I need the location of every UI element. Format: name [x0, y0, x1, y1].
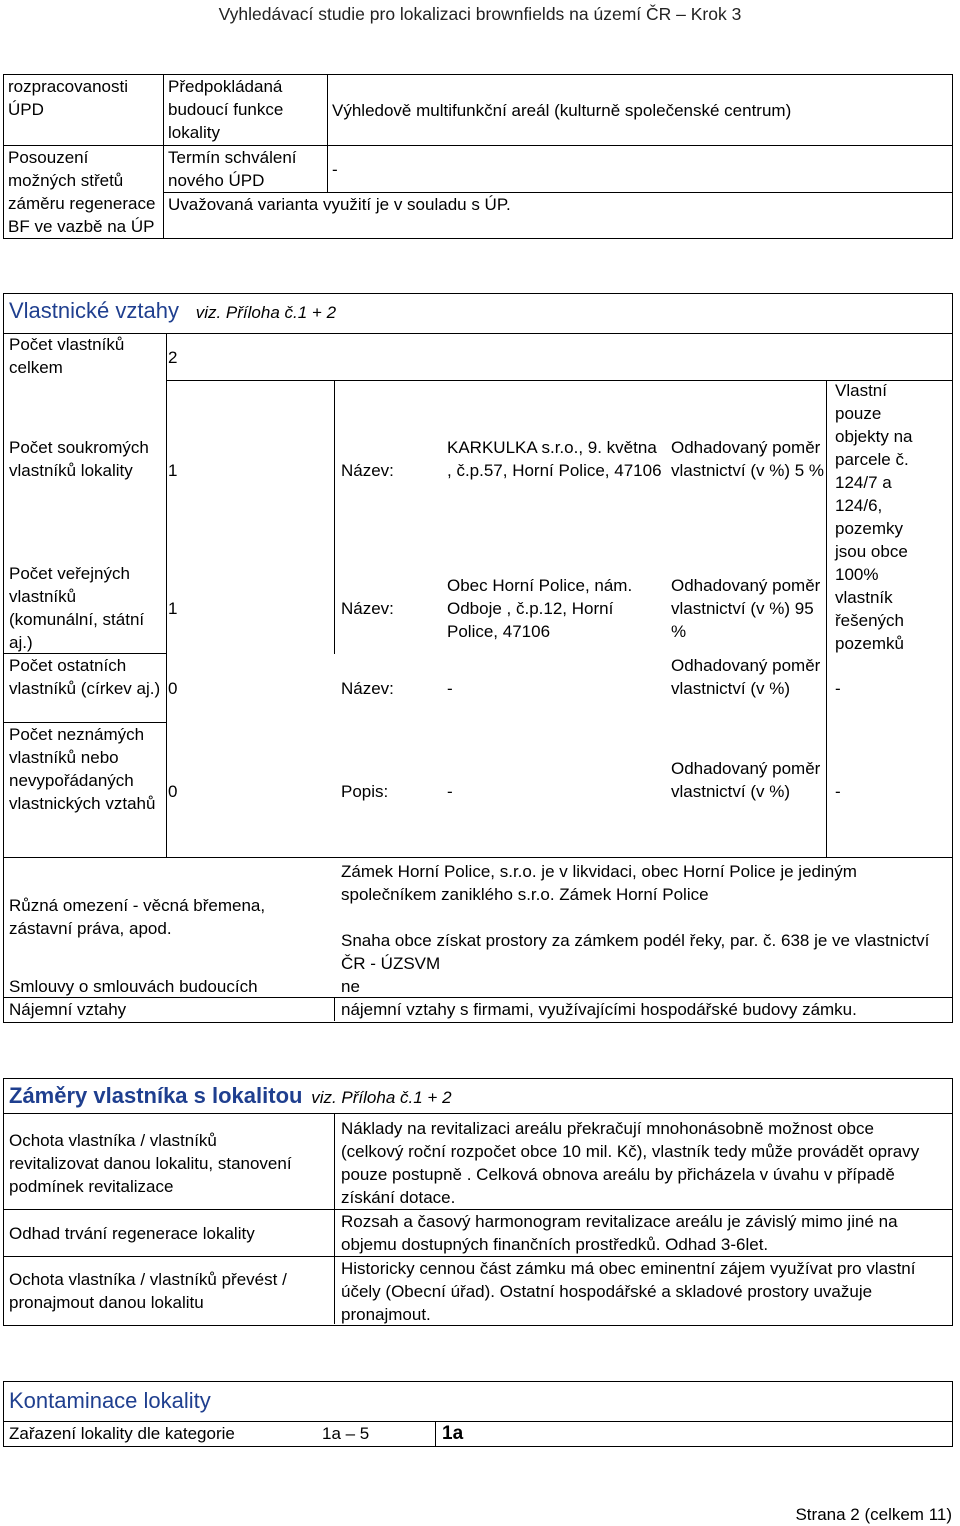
page-footer: Strana 2 (celkem 11): [795, 1505, 952, 1524]
unknown-owner-note: -: [835, 782, 841, 801]
regeneration-duration-label: Odhad trvání regenerace lokality: [9, 1224, 255, 1243]
contamination-range: 1a – 5: [322, 1424, 370, 1443]
unknown-desc: -: [447, 782, 453, 801]
unknown-owner-share: Odhadovaný poměr vlastnictví (v %): [671, 759, 821, 801]
intentions-ref: viz. Příloha č.1 + 2: [311, 1088, 452, 1107]
contamination-title: Kontaminace lokality: [9, 1388, 211, 1413]
conformity-value: Uvažovaná varianta využití je v souladu s ÚP.: [164, 193, 953, 239]
future-function-value: Výhledově multifunkční areál (kulturně společenské centrum): [328, 75, 953, 146]
ownership-ref: viz. Příloha č.1 + 2: [195, 303, 337, 322]
public-owner-share: Odhadovaný poměr vlastnictví (v %) 95 %: [671, 576, 821, 641]
private-owners-label: Počet soukromých vlastníků lokality: [9, 438, 149, 480]
ownership-note: Vlastní pouze objekty na parcele č. 124/7 a 124/6, pozemky jsou obce 100% vlastník řešených pozemků: [835, 381, 913, 653]
ownership-heading: [9, 296, 336, 326]
other-owners-label: Počet ostatních vlastníků (církev aj.): [9, 656, 161, 698]
lease-value: nájemní vztahy s firmami, využívajícími hospodářské budovy zámku.: [341, 1000, 857, 1019]
unknown-owners-label: Počet neznámých vlastníků nebo nevypořádaných vlastnických vztahů: [9, 725, 156, 813]
transfer-lease-value: Historicky cennou část zámku má obec eminentní zájem využívat pro vlastní účely (Obecní úřad). Ostatní hospodářské a skladové prostory uvažuje pronajmout.: [341, 1259, 916, 1324]
public-owners-count: 1: [168, 599, 178, 618]
willingness-revitalize-label: Ochota vlastníka / vlastníků revitalizovat danou lokalitu, stanovení podmínek revitalizace: [9, 1131, 292, 1196]
other-owners-count: 0: [168, 679, 178, 698]
page-header: Vyhledávací studie pro lokalizaci brownfields na území ČR – Krok 3: [218, 4, 742, 24]
approval-date-value: -: [328, 146, 953, 193]
other-name-label: Název:: [341, 679, 394, 698]
conflicts-label: Posouzení možných střetů záměru regenerace BF ve vazbě na ÚP: [4, 146, 164, 239]
total-owners-value: 2: [168, 348, 178, 367]
private-name-label: Název:: [341, 461, 394, 480]
unknown-owners-count: 0: [168, 782, 178, 801]
contracts-value: ne: [341, 977, 360, 996]
ownership-title: Vlastnické vztahy: [9, 298, 179, 323]
willingness-revitalize-value: Náklady na revitalizaci areálu překračují mnohonásobně možnost obce (celkový roční rozpočet obce 10 mil. Kč), vlastník tedy může provádět opravy pouze postupně . Celková obnova areálu by přicházela v úvahu v případě získání dotace.: [341, 1119, 920, 1207]
contamination-label: Zařazení lokality dle kategorie: [9, 1424, 235, 1443]
transfer-lease-label: Ochota vlastníka / vlastníků převést / pronajmout danou lokalitu: [9, 1270, 287, 1312]
unknown-desc-label: Popis:: [341, 782, 389, 801]
restrictions-value-2: Snaha obce získat prostory za zámkem podél řeky, par. č. 638 je ve vlastnictví ČR - ÚZSVM: [341, 931, 930, 973]
other-owner-name: -: [447, 679, 453, 698]
public-owner-name: Obec Horní Police, nám. Odboje , č.p.12, Horní Police, 47106: [447, 576, 633, 641]
cell-rozpracovanosti: rozpracovanosti ÚPD: [4, 75, 164, 146]
lease-label: Nájemní vztahy: [9, 1000, 127, 1019]
other-owner-note: -: [835, 679, 841, 698]
intentions-title: Záměry vlastníka s lokalitou: [9, 1083, 303, 1108]
restrictions-label: Různá omezení - věcná břemena, zástavní práva, apod.: [9, 896, 266, 938]
other-owner-share: Odhadovaný poměr vlastnictví (v %): [671, 656, 821, 698]
restrictions-value-1: Zámek Horní Police, s.r.o. je v likvidaci, obec Horní Police je jediným společníkem zaniklého s.r.o. Zámek Horní Police: [341, 862, 857, 904]
contracts-label: Smlouvy o smlouvách budoucích: [9, 977, 258, 996]
private-owner-name: KARKULKA s.r.o., 9. května , č.p.57, Horní Police, 47106: [447, 438, 662, 480]
public-name-label: Název:: [341, 599, 394, 618]
public-owners-label: Počet veřejných vlastníků (komunální, státní aj.): [9, 564, 145, 652]
private-owners-count: 1: [168, 461, 178, 480]
regeneration-duration-value: Rozsah a časový harmonogram revitalizace areálu je závislý mimo jiné na objemu dostupných finančních prostředků. Odhad 3-6let.: [341, 1212, 898, 1254]
intentions-heading: [9, 1081, 452, 1111]
land-use-table: [3, 74, 953, 239]
private-owner-share: Odhadovaný poměr vlastnictví (v %) 5 %: [671, 438, 825, 480]
approval-date-label: Termín schválení nového ÚPD: [164, 146, 328, 193]
total-owners-label: Počet vlastníků celkem: [9, 335, 125, 377]
contamination-value: 1a: [442, 1423, 464, 1444]
future-function-label: Předpokládaná budoucí funkce lokality: [164, 75, 328, 146]
